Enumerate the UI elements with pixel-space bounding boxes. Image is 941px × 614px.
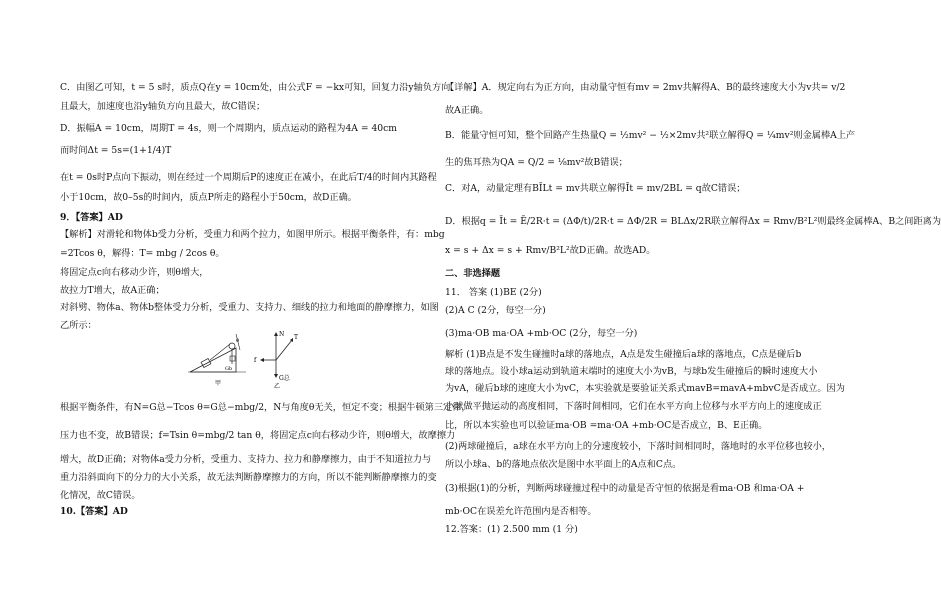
text-line: 所以小球a、b的落地点依次是图中水平面上的A点和C点。 bbox=[445, 459, 682, 470]
section-heading-nonchoice: 二、非选择题 bbox=[445, 268, 501, 279]
text-line: 小球做平抛运动的高度相同，下落时间相同，它们在水平方向上位移与水平方向上的速度成正 bbox=[445, 401, 822, 412]
text-line: mb·OC在误差允许范围内是否相等。 bbox=[445, 506, 597, 517]
text-line: 乙所示： bbox=[60, 320, 97, 331]
tension-arrow bbox=[276, 340, 292, 360]
block-b bbox=[230, 356, 235, 361]
text-line: (2)两球碰撞后，a球在水平方向上的分速度较小，下落时间相同时，落地时的水平位移也较小， bbox=[445, 441, 831, 452]
text-line: (3)ma·OB ma·OA +mb·OC (2分，每空一分) bbox=[445, 328, 638, 339]
text-line: 小于10cm，故0–5s的时间内，质点P所走的路程小于50cm，故D正确。 bbox=[60, 192, 357, 203]
answer-heading-9: 9．【答案】AD bbox=[60, 212, 123, 223]
text-line: 【详解】A．规定向右为正方向，由动量守恒有mv = 2mv共解得A、B的最终速度大小为v共= v/2 bbox=[445, 82, 846, 93]
text-line: 11． 答案 (1)BE (2分) bbox=[445, 287, 542, 298]
text-line: 【解析】对滑轮和物体b受力分析，受重力和两个拉力，如图甲所示。根据平衡条件，有：mbg bbox=[60, 229, 445, 240]
label-jia: 甲 bbox=[215, 380, 222, 387]
text-line: 故A正确。 bbox=[445, 105, 489, 116]
text-line: D．振幅A = 10cm，周期T = 4s，则一个周期内，质点运动的路程为4A = 40cm bbox=[60, 123, 398, 134]
label-f: f bbox=[254, 357, 257, 364]
friction-arrowhead bbox=[260, 358, 264, 362]
text-line: =2Tcos θ，解得：T= mbg / 2cos θ。 bbox=[60, 248, 225, 259]
label-g-total: G总 bbox=[279, 375, 290, 382]
text-line: B．能量守恒可知，整个回路产生热量Q = ½mv² − ½×2mv共²联立解得Q = ¼mv²则金属棒A上产 bbox=[445, 130, 856, 141]
text-line: 增大，故D正确；对物体a受力分析，受重力、支持力、拉力和静摩擦力，由于不知道拉力与 bbox=[60, 454, 432, 465]
text-line: 压力也不变，故B错误；f=Tsin θ=mbg/2 tan θ，将固定点c向右移动少许，则θ增大，故摩擦力 bbox=[60, 430, 456, 441]
text-line: 根据平衡条件，有N=G总−Tcos θ=G总−mbg/2，N与角度θ无关，恒定不变；根据牛顿第三定律， bbox=[60, 402, 471, 413]
label-theta: θ bbox=[236, 338, 240, 344]
text-line: (2)A C (2分，每空一分) bbox=[445, 305, 546, 316]
text-line: x = s + Δx = s + Rmv/B²L²故D正确。故选AD。 bbox=[445, 245, 656, 256]
text-line: 对斜劈、物体a、物体b整体受力分析，受重力、支持力、细线的拉力和地面的静摩擦力，如图 bbox=[60, 302, 439, 313]
text-line: 且最大，加速度也沿y轴负方向且最大，故C错误； bbox=[60, 101, 266, 112]
text-line: C．由图乙可知，t = 5 s时，质点Q在y = 10cm处，由公式F = −kx可知，回复力沿y轴负方向 bbox=[60, 82, 451, 93]
text-line: 重力沿斜面向下的分力的大小关系，故无法判断静摩擦力的方向，所以不能判断静摩擦力的变 bbox=[60, 472, 437, 483]
text-line: 为vA，碰后b球的速度大小为vC，本实验就是要验证关系式mavB=mavA+mbvC是否成立。因为 bbox=[445, 383, 845, 394]
text-line: 比，所以本实验也可以验证ma·OB =ma·OA +mb·OC是否成立，B、E正确。 bbox=[445, 420, 768, 431]
label-yi: 乙 bbox=[274, 383, 281, 390]
normal-arrowhead bbox=[274, 332, 278, 336]
answer-heading-10: 10.【答案】AD bbox=[60, 506, 128, 517]
text-line: 故拉力T增大，故A正确； bbox=[60, 285, 165, 296]
label-n: N bbox=[279, 331, 285, 338]
label-gb: Gb bbox=[225, 366, 233, 372]
label-t: T bbox=[294, 334, 299, 341]
text-line: 球的落地点。设小球a运动到轨道末端时的速度大小为vB，与球b发生碰撞后的瞬时速度大小 bbox=[445, 366, 818, 377]
text-line: 生的焦耳热为QA = Q/2 = ⅛mv²故B错误； bbox=[445, 157, 628, 168]
force-diagram-svg bbox=[188, 330, 318, 390]
text-line: 将固定点c向右移动少许，则θ增大， bbox=[60, 267, 209, 278]
force-diagram-figure bbox=[188, 330, 318, 390]
text-line: 解析 (1)B点是不发生碰撞时a球的落地点，A点是发生碰撞后a球的落地点，C点是碰后b bbox=[445, 349, 802, 360]
text-line: 而时间Δt = 5s=(1+1/4)T bbox=[60, 145, 172, 156]
text-line: C．对A，动量定理有BĪLt = mv共联立解得Īt = mv/2BL = q故C错误； bbox=[445, 183, 746, 194]
text-line: 化情况，故C错误。 bbox=[60, 490, 141, 501]
text-line: 12.答案：(1) 2.500 mm (1 分) bbox=[445, 524, 578, 535]
rope-line bbox=[210, 344, 230, 360]
gravity-arrowhead bbox=[274, 374, 278, 378]
text-line: (3)根据(1)的分析，判断两球碰撞过程中的动量是否守恒的依据是看ma·OB 和ma·OA + bbox=[445, 483, 805, 494]
text-line: 在t = 0s时P点向下振动，则在经过一个周期后P的速度正在减小，在此后T/4的时间内其路程 bbox=[60, 172, 437, 183]
text-line: D．根据q = Īt = Ē/2R·t = (ΔΦ/t)/2R·t = ΔΦ/2R = BLΔx/2R联立解得Δx = Rmv/B²L²则最终金属棒A、B之间距离为 bbox=[445, 216, 941, 227]
block-a bbox=[201, 358, 211, 367]
